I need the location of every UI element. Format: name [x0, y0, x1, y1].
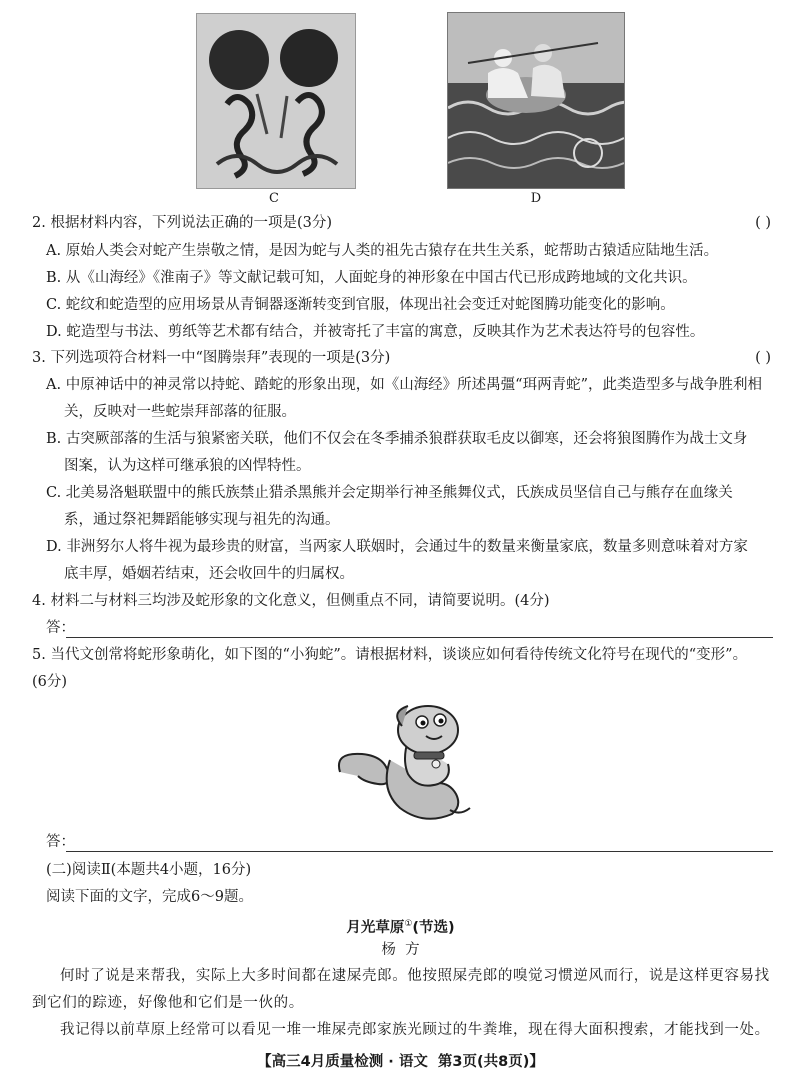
passage-title-text: 月光草原	[346, 919, 405, 936]
question-5-stem: 5. 当代文创常将蛇形象萌化，如下图的“小狗蛇”。请根据材料，谈谈应如何看待传统文化符号在现代的“变形”。	[32, 647, 748, 663]
figure-d-painting-image	[447, 12, 625, 189]
figure-c-label: C	[269, 191, 279, 206]
question-3-option-a-line1: A. 中原神话中的神灵常以持蛇、踏蛇的形象出现，如《山海经》所述禺彊“珥两青蛇”，此类造型多与战争胜利相	[46, 377, 763, 393]
question-3-option-b-line1: B. 古突厥部落的生活与狼紧密关联，他们不仅会在冬季捕杀狼群获取毛皮以御寒，还会将狼图腾作为战士文身	[46, 431, 748, 447]
passage-paragraph-1-line2: 到它们的踪迹，好像他和它们是一伙的。	[32, 995, 304, 1011]
question-3-stem: 3. 下列选项符合材料一中“图腾崇拜”表现的一项是(3分)	[32, 350, 391, 366]
question-3-option-d-line2: 底丰厚，婚姻若结束，还会收回牛的归属权。	[64, 566, 354, 582]
question-2-option-c: C. 蛇纹和蛇造型的应用场景从青铜器逐渐转变到官服，体现出社会变迁对蛇图腾功能变化的影响。	[46, 297, 675, 313]
passage-title	[0, 914, 801, 938]
passage-paragraph-2-line1: 我记得以前草原上经常可以看见一堆一堆屎壳郎家族光顾过的牛粪堆，现在得大面积搜索，才能找到一处。	[60, 1022, 770, 1038]
question-4-stem: 4. 材料二与材料三均涉及蛇形象的文化意义，但侧重点不同，请简要说明。(4分)	[32, 593, 550, 609]
question-4-answer-label: 答：	[46, 620, 75, 636]
question-5-points: (6分)	[32, 674, 68, 690]
passage-author: 杨 方	[381, 942, 420, 958]
puppy-snake-illustration	[330, 700, 480, 826]
section-2-instruction: 阅读下面的文字，完成6～9题。	[46, 889, 253, 905]
question-3-option-b-line2: 图案，认为这样可继承狼的凶悍特性。	[64, 458, 311, 474]
question-5-answer-label: 答：	[46, 834, 75, 850]
question-2-option-d: D. 蛇造型与书法、剪纸等艺术都有结合，并被寄托了丰富的寓意，反映其作为艺术表达符号的包容性。	[46, 324, 705, 340]
question-2-option-a: A. 原始人类会对蛇产生崇敬之情，是因为蛇与人类的祖先古猿存在共生关系，蛇帮助古猿适应陆地生活。	[46, 243, 719, 259]
question-3-option-d-line1: D. 非洲努尔人将牛视为最珍贵的财富，当两家人联姻时，会通过牛的数量来衡量家底，数量多则意味着对方家	[46, 539, 748, 555]
passage-title-suffix: (节选)	[412, 919, 455, 936]
figure-d-label: D	[530, 191, 542, 206]
passage-title-footnote-mark: ①	[404, 919, 413, 929]
question-2-stem: 2. 根据材料内容，下列说法正确的一项是(3分)	[32, 215, 332, 231]
passage-paragraph-1-line1: 何时了说是来帮我，实际上大多时间都在逮屎壳郎。他按照屎壳郎的嗅觉习惯逆风而行，说是这样更容易找	[60, 968, 770, 984]
page-footer: 【高三4月质量检测 · 语文 第3页(共8页)】	[257, 1054, 544, 1070]
question-3-option-c-line1: C. 北美易洛魁联盟中的熊氏族禁止猎杀黑熊并会定期举行神圣熊舞仪式，氏族成员坚信自己与熊存在血缘关	[46, 485, 733, 501]
section-2-heading: (二)阅读Ⅱ(本题共4小题，16分)	[46, 862, 252, 878]
question-5-answer-line[interactable]	[66, 850, 773, 852]
question-2-answer-bracket: ( )	[755, 215, 771, 231]
question-3-option-a-line2: 关，反映对一些蛇崇拜部落的征服。	[64, 404, 296, 420]
question-3-option-c-line2: 系，通过祭祀舞蹈能够实现与祖先的沟通。	[64, 512, 340, 528]
question-2-option-b: B. 从《山海经》《淮南子》等文献记载可知，人面蛇身的神形象在中国古代已形成跨地域的文化共识。	[46, 270, 697, 286]
figure-c-relief-image	[196, 13, 356, 189]
question-4-answer-line[interactable]	[66, 636, 773, 638]
question-3-answer-bracket: ( )	[755, 350, 771, 366]
